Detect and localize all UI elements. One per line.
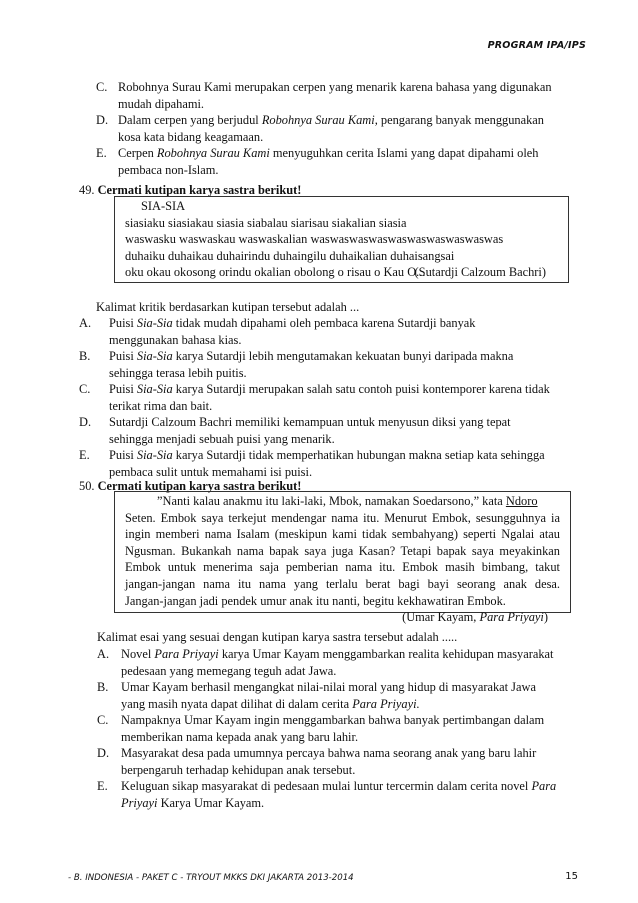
option-text-line2: pembaca sulit untuk memahami isi puisi.: [109, 464, 313, 479]
option-text: Nampaknya Umar Kayam ingin menggambarkan bahwa banyak pertimbangan dalam: [121, 713, 545, 727]
option-letter: D.: [96, 113, 109, 127]
option-text: karya Umar Kayam menggambarkan realita kehidupan masyarakat: [218, 647, 554, 661]
option-letter: C.: [96, 80, 108, 94]
option-text-pre: Cerpen: [118, 146, 157, 160]
option-text-line2: yang masih nyata dapat dilihat di dalam cerita: [121, 696, 353, 711]
option-text-italic: Sia-Sia: [136, 316, 173, 330]
option-text: Puisi: [109, 316, 137, 330]
option-letter: A.: [97, 647, 110, 661]
poem-box: [114, 196, 569, 283]
option-text: Puisi: [109, 349, 137, 363]
excerpt-line: Ngusman. Bukankah nama bapak saya juga Kasan? Tetapi bapak saya meyakinkan: [125, 543, 560, 558]
option-text-italic: Sia-Sia: [136, 349, 173, 363]
excerpt-line: Embok untuk menerima saja pemberian nama itu. Embok masih bimbang, takut: [125, 560, 560, 575]
option-letter: D.: [79, 415, 92, 429]
option-text: karya Sutardji tidak memperhatikan hubungan makna setiap kata sehingga: [172, 448, 545, 462]
option-text-post: menyuguhkan cerita Islami yang dapat dipahami oleh: [269, 146, 539, 160]
excerpt-line: ingin memberi nama Isalam (meskipun kami tidak sembahyang) seperti Ngalai atau: [125, 527, 560, 542]
footer-text: - B. INDONESIA - PAKET C - TRYOUT MKKS DKI JAKARTA 2013-2014: [68, 873, 354, 883]
option-text-line2: pembaca non-Islam.: [118, 162, 219, 177]
excerpt-underlined: Ndoro: [505, 494, 538, 508]
option-text-line2: pedesaan yang memegang teguh adat Jawa.: [121, 663, 337, 678]
question-50-stem: Kalimat esai yang sesuai dengan kutipan karya sastra tersebut adalah .....: [97, 630, 458, 644]
option-text: Umar Kayam berhasil mengangkat nilai-nilai moral yang hidup di masyarakat Jawa: [121, 680, 536, 694]
question-49-stem: Kalimat kritik berdasarkan kutipan tersebut adalah ...: [96, 300, 360, 314]
excerpt-line: Seten. Embok saya terkejut mendengar nama itu. Menurut Embok, sesungguhnya ia: [125, 510, 560, 525]
excerpt-box: [114, 491, 571, 625]
option-text-italic: Sia-Sia: [136, 448, 173, 462]
option-text-post: pengarang banyak menggunakan: [377, 113, 544, 127]
poem-line: oku okau okosong orindu okalian obolong o risau o Kau O...: [125, 265, 426, 280]
option-text-line2: kosa kata bidang keagamaan.: [118, 129, 264, 144]
excerpt-text: ”Nanti kalau anakmu itu laki-laki, Mbok, namakan Soedarsono,” kata: [157, 494, 506, 508]
option-text: karya Sutardji merupakan salah satu contoh puisi kontemporer karena tidak: [172, 382, 550, 396]
excerpt-line: Jangan-jangan jadi pendek umur anak itu nanti, begitu kekhawatiran Embok.: [125, 593, 506, 608]
option-text-italic: Robohnya Surau Kami,: [261, 113, 378, 127]
option-text-line2: menggunakan bahasa kias.: [109, 332, 242, 347]
option-text: Novel: [121, 647, 155, 661]
excerpt-line: [125, 493, 560, 510]
option-text-italic: Para: [531, 779, 557, 793]
option-text: Keluguan sikap masyarakat di pedesaan mulai luntur tercermin dalam cerita novel: [121, 779, 532, 793]
option-text-line2: terikat rima dan bait.: [109, 398, 213, 413]
option-text-line2: sehingga menjadi sebuah puisi yang menarik.: [109, 431, 335, 446]
option-letter: E.: [97, 779, 108, 793]
option-text-italic: Robohnya Surau Kami: [156, 146, 270, 160]
option-text-italic: Priyayi: [121, 795, 158, 810]
option-text: Masyarakat desa pada umumnya percaya bahwa nama seorang anak yang baru lahir: [121, 746, 537, 760]
poem-line: waswasku waswaskau waswaskalian waswaswaswaswaswaswaswaswaswas: [125, 232, 504, 247]
poem-source: (Sutardji Calzoum Bachri): [414, 265, 546, 280]
poem-line: duhaiku duhaikau duhairindu duhaingilu duhaikalian duhaisangsai: [125, 248, 455, 263]
poem-title: SIA-SIA: [141, 199, 186, 213]
question-number: 49.: [79, 183, 95, 197]
excerpt-line: jangan-jangan nama itu nama yang terlalu berat bagi bayi seorang anak desa.: [125, 576, 560, 591]
option-letter: E.: [79, 448, 90, 462]
option-text: Puisi: [109, 382, 137, 396]
option-text-pre: Dalam cerpen yang berjudul: [118, 113, 262, 127]
option-text-line2: mudah dipahami.: [118, 96, 205, 111]
option-text: Sutardji Calzoum Bachri memiliki kemampuan untuk menyusun diksi yang tepat: [109, 415, 511, 429]
option-text-italic: Para Priyayi: [154, 647, 219, 661]
option-text: Puisi: [109, 448, 137, 462]
question-instruction: Cermati kutipan karya sastra berikut!: [97, 183, 302, 197]
question-number: 50.: [79, 479, 95, 493]
option-letter: C.: [97, 713, 109, 727]
option-letter: B.: [79, 349, 91, 363]
option-letter: D.: [97, 746, 110, 760]
option-letter: B.: [97, 680, 109, 694]
option-letter: C.: [79, 382, 91, 396]
option-text-italic: Para Priyayi.: [352, 696, 420, 711]
option-text: Karya Umar Kayam.: [157, 795, 265, 810]
option-text: karya Sutardji lebih mengutamakan kekuatan bunyi daripada makna: [172, 349, 514, 363]
page-number: 15: [565, 871, 578, 882]
source-text: (Umar Kayam,: [402, 610, 480, 625]
option-text-line2: berpengaruh terhadap kehidupan anak tersebut.: [121, 762, 356, 777]
question-instruction: Cermati kutipan karya sastra berikut!: [97, 479, 302, 493]
source-text: ): [543, 610, 548, 625]
option-text-line2: memberikan nama kepada anak yang baru lahir.: [121, 729, 359, 744]
excerpt-source: [125, 609, 560, 626]
option-text: tidak mudah dipahami oleh pembaca karena Sutardji banyak: [172, 316, 476, 330]
option-text-line1: Robohnya Surau Kami merupakan cerpen yang menarik karena bahasa yang digunakan: [118, 80, 552, 94]
source-title: Para Priyayi: [479, 610, 544, 625]
poem-line: siasiaku siasiakau siasia siabalau siarisau siakalian siasia: [125, 215, 407, 230]
option-text-italic: Sia-Sia: [136, 382, 173, 396]
option-letter: E.: [96, 146, 107, 160]
option-text-line2: sehingga terasa lebih puitis.: [109, 365, 247, 380]
program-header: PROGRAM IPA/IPS: [487, 40, 586, 51]
option-letter: A.: [79, 316, 92, 330]
page-footer: [68, 870, 578, 887]
